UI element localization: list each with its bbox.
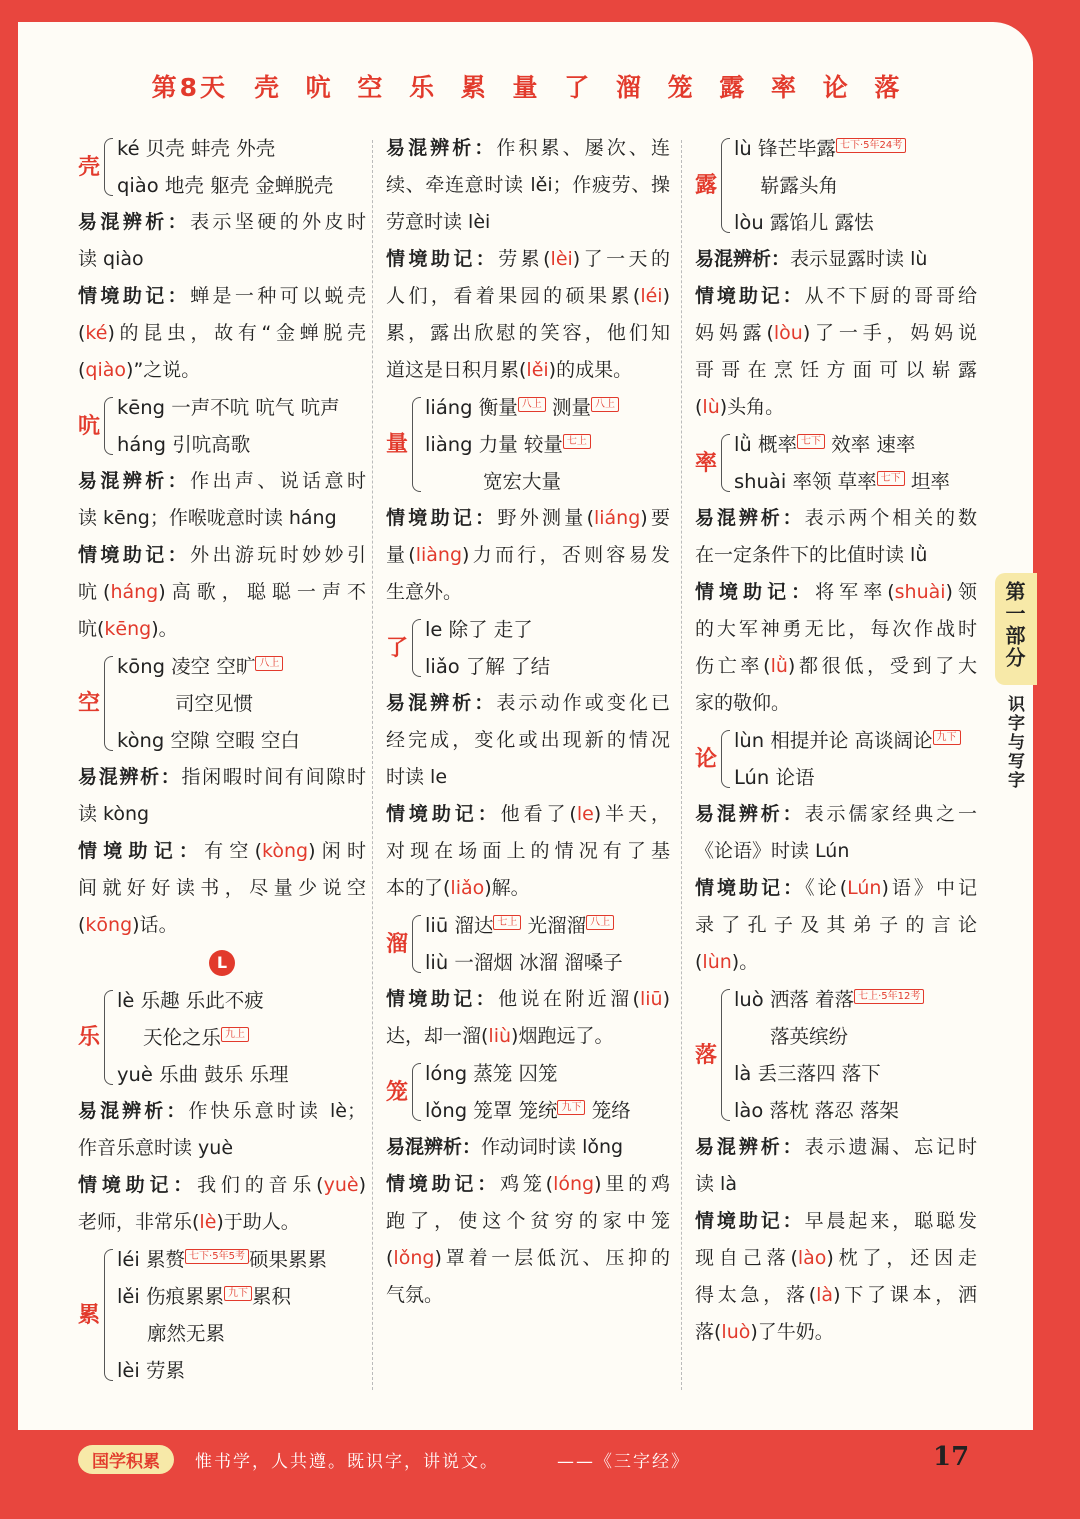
reading-line: 崭露头角 — [760, 174, 839, 197]
mnemonic-line: 情境助记：他看了(le)半天， — [386, 803, 670, 825]
entry-char: 乐 — [78, 1025, 101, 1050]
mnemonic-line: 对现在场面上的情况有了基 — [386, 840, 670, 862]
mnemonic-line: 达，却一溜(liù)烟跑远了。 — [386, 1025, 614, 1047]
mnemonic-line: 现自己落(lào)枕了，还因走 — [695, 1247, 977, 1269]
analysis-line: 《论语》时读 Lún — [695, 840, 850, 862]
mnemonic-line: (lǒng)罩着一层低沉、压抑的 — [386, 1247, 670, 1269]
mnemonic-line: 情境助记：鸡笼(lóng)里的鸡 — [386, 1173, 670, 1195]
brace-icon — [104, 656, 113, 751]
textbook-tag: 七上 — [493, 915, 521, 930]
entry-char: 露 — [695, 173, 718, 198]
textbook-tag: 七上·5年12考 — [854, 989, 924, 1004]
analysis-line: 易混辨析：作积累、屡次、连 — [386, 137, 670, 159]
entry-liao — [386, 611, 670, 685]
analysis-line: 易混辨析：表示动作或变化已 — [386, 692, 670, 714]
entry-char: 壳 — [78, 154, 101, 180]
entry-char: 累 — [78, 1302, 101, 1328]
entry-lun — [695, 722, 977, 796]
analysis-line: 劳意时读 lèi — [386, 211, 491, 233]
textbook-tag: 九下 — [557, 1100, 585, 1115]
reading-line: liù 一溜烟 冰溜 溜嗓子 — [425, 951, 623, 974]
mnemonic-line: 间就好好读书，尽量少说空 — [78, 877, 366, 899]
reading-line: là 丢三落四 落下 — [734, 1062, 881, 1085]
section-subtitle: 识字与写字 — [1004, 695, 1024, 790]
entry-char: 溜 — [386, 931, 409, 957]
analysis-line: 易混辨析：作出声、说话意时 — [78, 470, 366, 492]
mnemonic-line: 伤亡率(lǜ)都很低，受到了大 — [695, 655, 977, 677]
brace-icon — [412, 619, 421, 677]
column-1 — [78, 130, 366, 1389]
reading-line: liū 溜达 七上 光溜溜 八上 — [425, 907, 670, 944]
reading-line: liǎo 了解 了结 — [425, 655, 551, 678]
brace-icon — [412, 1063, 421, 1121]
mnemonic-line: 情境助记：他说在附近溜(liū) — [386, 988, 670, 1010]
mnemonic-line: (ké)的昆虫，故有“金蝉脱壳 — [78, 322, 366, 344]
entry-char: 量 — [386, 432, 409, 457]
column-divider — [681, 140, 682, 1390]
mnemonic-line: 妈妈露(lòu)了一手，妈妈说 — [695, 322, 977, 344]
entry-liang — [386, 389, 670, 500]
reading-line: lè 乐趣 乐此不疲 — [117, 989, 264, 1012]
entry-luo — [695, 981, 977, 1129]
analysis-line: 经完成，变化或出现新的情况 — [386, 729, 670, 751]
footer-tag: 国学积累 — [78, 1445, 174, 1474]
textbook-tag: 九下 — [224, 1286, 252, 1301]
analysis-line: 时读 le — [386, 766, 448, 788]
footer-quote: 惟书学，人共遵。既识字，讲说文。 — [195, 1452, 499, 1472]
mnemonic-line: 量(liàng)力而行，否则容易发 — [386, 544, 670, 566]
analysis-line: 易混辨析：表示遗漏、忘记时 — [695, 1136, 977, 1158]
letter-badge: L — [209, 950, 235, 976]
reading-line: kēng 一声不吭 吭气 吭声 — [117, 396, 340, 419]
entry-char: 空 — [78, 691, 101, 716]
textbook-tag: 七上 — [563, 434, 591, 449]
reading-line: kòng 空隙 空暇 空白 — [117, 729, 300, 752]
textbook-tag: 九下 — [933, 730, 961, 745]
reading-line: liàng 力量 较量 七上 — [425, 426, 670, 463]
reading-line: lòu 露馅儿 露怯 — [734, 211, 874, 234]
brace-icon — [721, 989, 730, 1121]
reading-line: le 除了 走了 — [425, 618, 533, 641]
brace-icon — [412, 397, 421, 492]
mnemonic-line: 吭(kēng)。 — [78, 618, 178, 640]
mnemonic-line: 情境助记：早晨起来，聪聪发 — [695, 1210, 977, 1232]
analysis-line: 易混辨析：指闲暇时间有间隙时 — [78, 766, 366, 788]
section-tab-label: 第一部分 — [1002, 581, 1026, 669]
entry-kong — [78, 648, 366, 759]
entry-char: 笼 — [386, 1079, 409, 1105]
analysis-line: 易混辨析：表示坚硬的外皮时 — [78, 211, 366, 233]
mnemonic-line: 得太急，落(là)下了课本，洒 — [695, 1284, 977, 1306]
reading-line: léi 累赘 七下·5年5考 硕果累累 — [117, 1248, 327, 1271]
mnemonic-line: 情境助记：野外测量(liáng)要 — [386, 507, 670, 529]
analysis-line: 读 qiào — [78, 248, 144, 270]
analysis-line: 在一定条件下的比值时读 lǜ — [695, 544, 928, 566]
reading-line: 天伦之乐 九上 — [117, 1019, 366, 1056]
mnemonic-line: (qiào)”之说。 — [78, 359, 201, 381]
footer-source: ——《三字经》 — [557, 1452, 690, 1472]
brace-icon — [104, 138, 113, 196]
mnemonic-line: 气氛。 — [386, 1284, 444, 1306]
mnemonic-line: (lù)头角。 — [695, 396, 785, 418]
entry-char: 落 — [695, 1042, 718, 1068]
mnemonic-line: 累，露出欣慰的笑容，他们知 — [386, 322, 670, 344]
mnemonic-line: 情境助记：我们的音乐(yuè) — [78, 1174, 366, 1196]
reading-line: 宽宏大量 — [483, 470, 562, 493]
brace-icon — [412, 915, 421, 973]
reading-line: qiào 地壳 躯壳 金蝉脱壳 — [117, 174, 334, 197]
column-divider — [372, 140, 373, 1390]
analysis-line: 读 kòng — [78, 803, 150, 825]
mnemonic-line: 跑了，使这个贫穷的家中笼 — [386, 1210, 670, 1232]
reading-line: liáng 衡量 八上 测量 八上 — [425, 389, 670, 426]
section-tab — [995, 573, 1037, 685]
reading-line: 廓然无累 — [147, 1322, 226, 1345]
entry-liu — [386, 907, 670, 981]
mnemonic-line: 人们，看着果园的硕果累(léi) — [386, 285, 670, 307]
analysis-line: 续、牵连意时读 lěi；作疲劳、操 — [386, 174, 670, 196]
analysis-line: 读 kēng；作喉咙意时读 háng — [78, 507, 337, 529]
entry-char: 了 — [386, 635, 409, 661]
entry-long — [386, 1055, 670, 1129]
mnemonic-line: (lùn)。 — [695, 951, 759, 973]
mnemonic-line: 情境助记：外出游玩时妙妙引 — [78, 544, 366, 566]
analysis-line: 易混辨析：表示显露时读 lù — [695, 248, 928, 270]
mnemonic-line: 老师，非常乐(lè)于助人。 — [78, 1211, 300, 1233]
mnemonic-line: 情境助记：劳累(lèi)了一天的 — [386, 248, 670, 270]
mnemonic-line: 生意外。 — [386, 581, 463, 603]
reading-line: háng 引吭高歌 — [117, 433, 251, 456]
mnemonic-line: 哥哥在烹饪方面可以崭露 — [695, 359, 977, 381]
textbook-tag: 七下 — [797, 434, 825, 449]
page-number: 17 — [933, 1442, 970, 1472]
mnemonic-line: 情境助记：有空(kòng)闲时 — [78, 840, 366, 862]
entry-keng — [78, 389, 366, 463]
reading-line: shuài 率领 草率 七下 坦率 — [734, 470, 950, 493]
textbook-tag: 八上 — [255, 656, 283, 671]
textbook-tag: 八上 — [591, 397, 619, 412]
reading-line: lào 落枕 落忍 落架 — [734, 1099, 899, 1122]
analysis-line: 易混辨析：表示两个相关的数 — [695, 507, 977, 529]
mnemonic-line: 吭(háng)高歌，聪聪一声不 — [78, 581, 366, 603]
mnemonic-line: 家的敬仰。 — [695, 692, 791, 714]
mnemonic-line: 情境助记：蝉是一种可以蜕壳 — [78, 285, 366, 307]
reading-line: lěi 伤痕累累 九下 累积 — [117, 1285, 292, 1308]
mnemonic-line: 情境助记：《论(Lún)语》中记 — [695, 877, 977, 899]
footer — [0, 1430, 1080, 1519]
textbook-tag: 七下 — [877, 471, 905, 486]
entry-char: 论 — [695, 746, 718, 772]
reading-line: lǒng 笼罩 笼统 九下 笼络 — [425, 1099, 631, 1122]
reading-line: lù 锋芒毕露 七下·5年24考 — [734, 130, 977, 167]
analysis-line: 读 là — [695, 1173, 737, 1195]
brace-icon — [104, 1249, 113, 1381]
textbook-tag: 九上 — [221, 1027, 249, 1042]
reading-line: lèi 劳累 — [117, 1359, 186, 1382]
brace-icon — [104, 397, 113, 455]
mnemonic-line: 情境助记：将军率(shuài)领 — [695, 581, 977, 603]
reading-line: lùn 相提并论 高谈阔论 九下 — [734, 722, 977, 759]
analysis-line: 易混辨析：作快乐意时读 lè； — [78, 1100, 366, 1122]
analysis-line: 作音乐意时读 yuè — [78, 1137, 234, 1159]
mnemonic-line: (kōng)话。 — [78, 914, 178, 936]
mnemonic-line: 情境助记：从不下厨的哥哥给 — [695, 285, 977, 307]
textbook-tag: 七下·5年5考 — [185, 1249, 249, 1264]
reading-line: 落英缤纷 — [770, 1025, 849, 1048]
analysis-line: 易混辨析：表示儒家经典之一 — [695, 803, 977, 825]
brace-icon — [104, 990, 113, 1085]
reading-line: 司空见惯 — [175, 692, 254, 715]
entry-lu — [695, 130, 977, 241]
reading-line: lǜ 概率 七下 效率 速率 — [734, 433, 916, 456]
mnemonic-line: 本的了(liǎo)解。 — [386, 877, 530, 899]
mnemonic-line: 落(luò)了牛奶。 — [695, 1321, 834, 1343]
entry-le — [78, 982, 366, 1093]
column-3 — [695, 130, 977, 1351]
entry-lv — [695, 426, 977, 500]
column-2 — [386, 130, 670, 1314]
brace-icon — [721, 434, 730, 492]
reading-line: Lún 论语 — [734, 766, 815, 789]
title-chars: 壳 吭 空 乐 累 量 了 溜 笼 露 率 论 落 — [253, 73, 909, 102]
day-label: 第8天 — [151, 73, 228, 102]
entry-char: 吭 — [78, 413, 101, 439]
brace-icon — [721, 730, 730, 788]
entry-char: 率 — [695, 450, 718, 476]
entry-ke — [78, 130, 366, 204]
mnemonic-line: 的大军神勇无比，每次作战时 — [695, 618, 977, 640]
page-title — [0, 68, 1060, 104]
mnemonic-line: 道这是日积月累(lěi)的成果。 — [386, 359, 633, 381]
reading-line: lóng 蒸笼 囚笼 — [425, 1062, 558, 1085]
reading-line: luò 洒落 着落 七上·5年12考 — [734, 981, 977, 1018]
reading-line: kōng 凌空 空旷 八上 — [117, 648, 366, 685]
mnemonic-line: 录了孔子及其弟子的言论 — [695, 914, 977, 936]
textbook-tag: 八上 — [518, 397, 546, 412]
reading-line: ké 贝壳 蚌壳 外壳 — [117, 137, 276, 160]
textbook-tag: 八上 — [586, 915, 614, 930]
entry-lei — [78, 1241, 366, 1389]
reading-line: yuè 乐曲 鼓乐 乐理 — [117, 1063, 289, 1086]
textbook-tag: 七下·5年24考 — [836, 138, 906, 153]
analysis-line: 易混辨析：作动词时读 lǒng — [386, 1136, 624, 1158]
brace-icon — [721, 138, 730, 233]
